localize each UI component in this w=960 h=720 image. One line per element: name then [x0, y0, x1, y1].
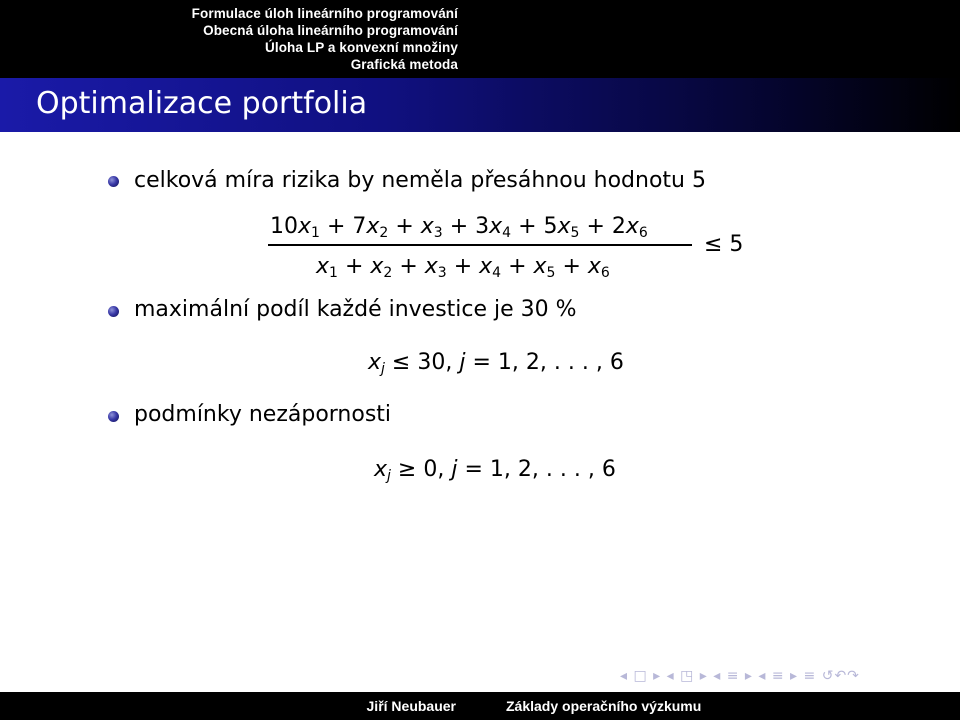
fraction-numerator: $10x_1 + 7x_2 + x_3 + 3x_4 + 5x_5 + 2x_6$: [270, 214, 648, 241]
footer-author: Jiří Neubauer: [366, 698, 456, 714]
fraction-relation: ≤ 5: [704, 232, 744, 257]
nav-section-2[interactable]: Obecná úloha lineárního programování: [203, 23, 458, 38]
bullet-icon: [108, 176, 119, 187]
constraint-bound: 0,: [423, 457, 445, 482]
header-bar: [0, 0, 960, 78]
bullet-icon: [108, 306, 119, 317]
constraint-range: = 1, 2, . . . , 6: [464, 457, 616, 482]
nav-section-3[interactable]: Úloha LP a konvexní množiny: [265, 40, 458, 55]
fraction-bar: [268, 244, 692, 246]
section-navigation: [0, 0, 480, 78]
bullet-icon: [108, 411, 119, 422]
footer-bar: [0, 692, 960, 720]
nav-section-1[interactable]: Formulace úloh lineárního programování: [191, 6, 458, 21]
constraint-bound: 30,: [417, 350, 453, 375]
constraint-nonnegativity: $x_j \ge 0$, j = 1, 2, . . . , 6: [374, 457, 616, 484]
constraint-max-share: $x_j \le 30$, j = 1, 2, . . . , 6: [368, 350, 624, 377]
footer-course: Základy operačního výzkumu: [506, 698, 702, 714]
constraint-relation: ≤: [391, 350, 411, 375]
nav-section-4[interactable]: Grafická metoda: [350, 57, 458, 72]
frame-title: Optimalizace portfolia: [36, 86, 368, 121]
bullet-text-risk: celková míra rizika by neměla přesáhnou hodnotu 5: [134, 168, 706, 193]
beamer-navigation-icons[interactable]: ◂ □ ▸ ◂ ◳ ▸ ◂ ≡ ▸ ◂ ≡ ▸ ≡ ↺↶↷: [620, 668, 860, 684]
bullet-text-nonnegativity: podmínky nezápornosti: [134, 402, 392, 427]
bullet-text-max-share: maximální podíl každé investice je 30 %: [134, 297, 577, 322]
fraction-denominator: $x_1 + x_2 + x_3 + x_4 + x_5 + x_6$: [316, 254, 610, 281]
constraint-relation: ≥: [397, 457, 417, 482]
constraint-range: = 1, 2, . . . , 6: [472, 350, 624, 375]
